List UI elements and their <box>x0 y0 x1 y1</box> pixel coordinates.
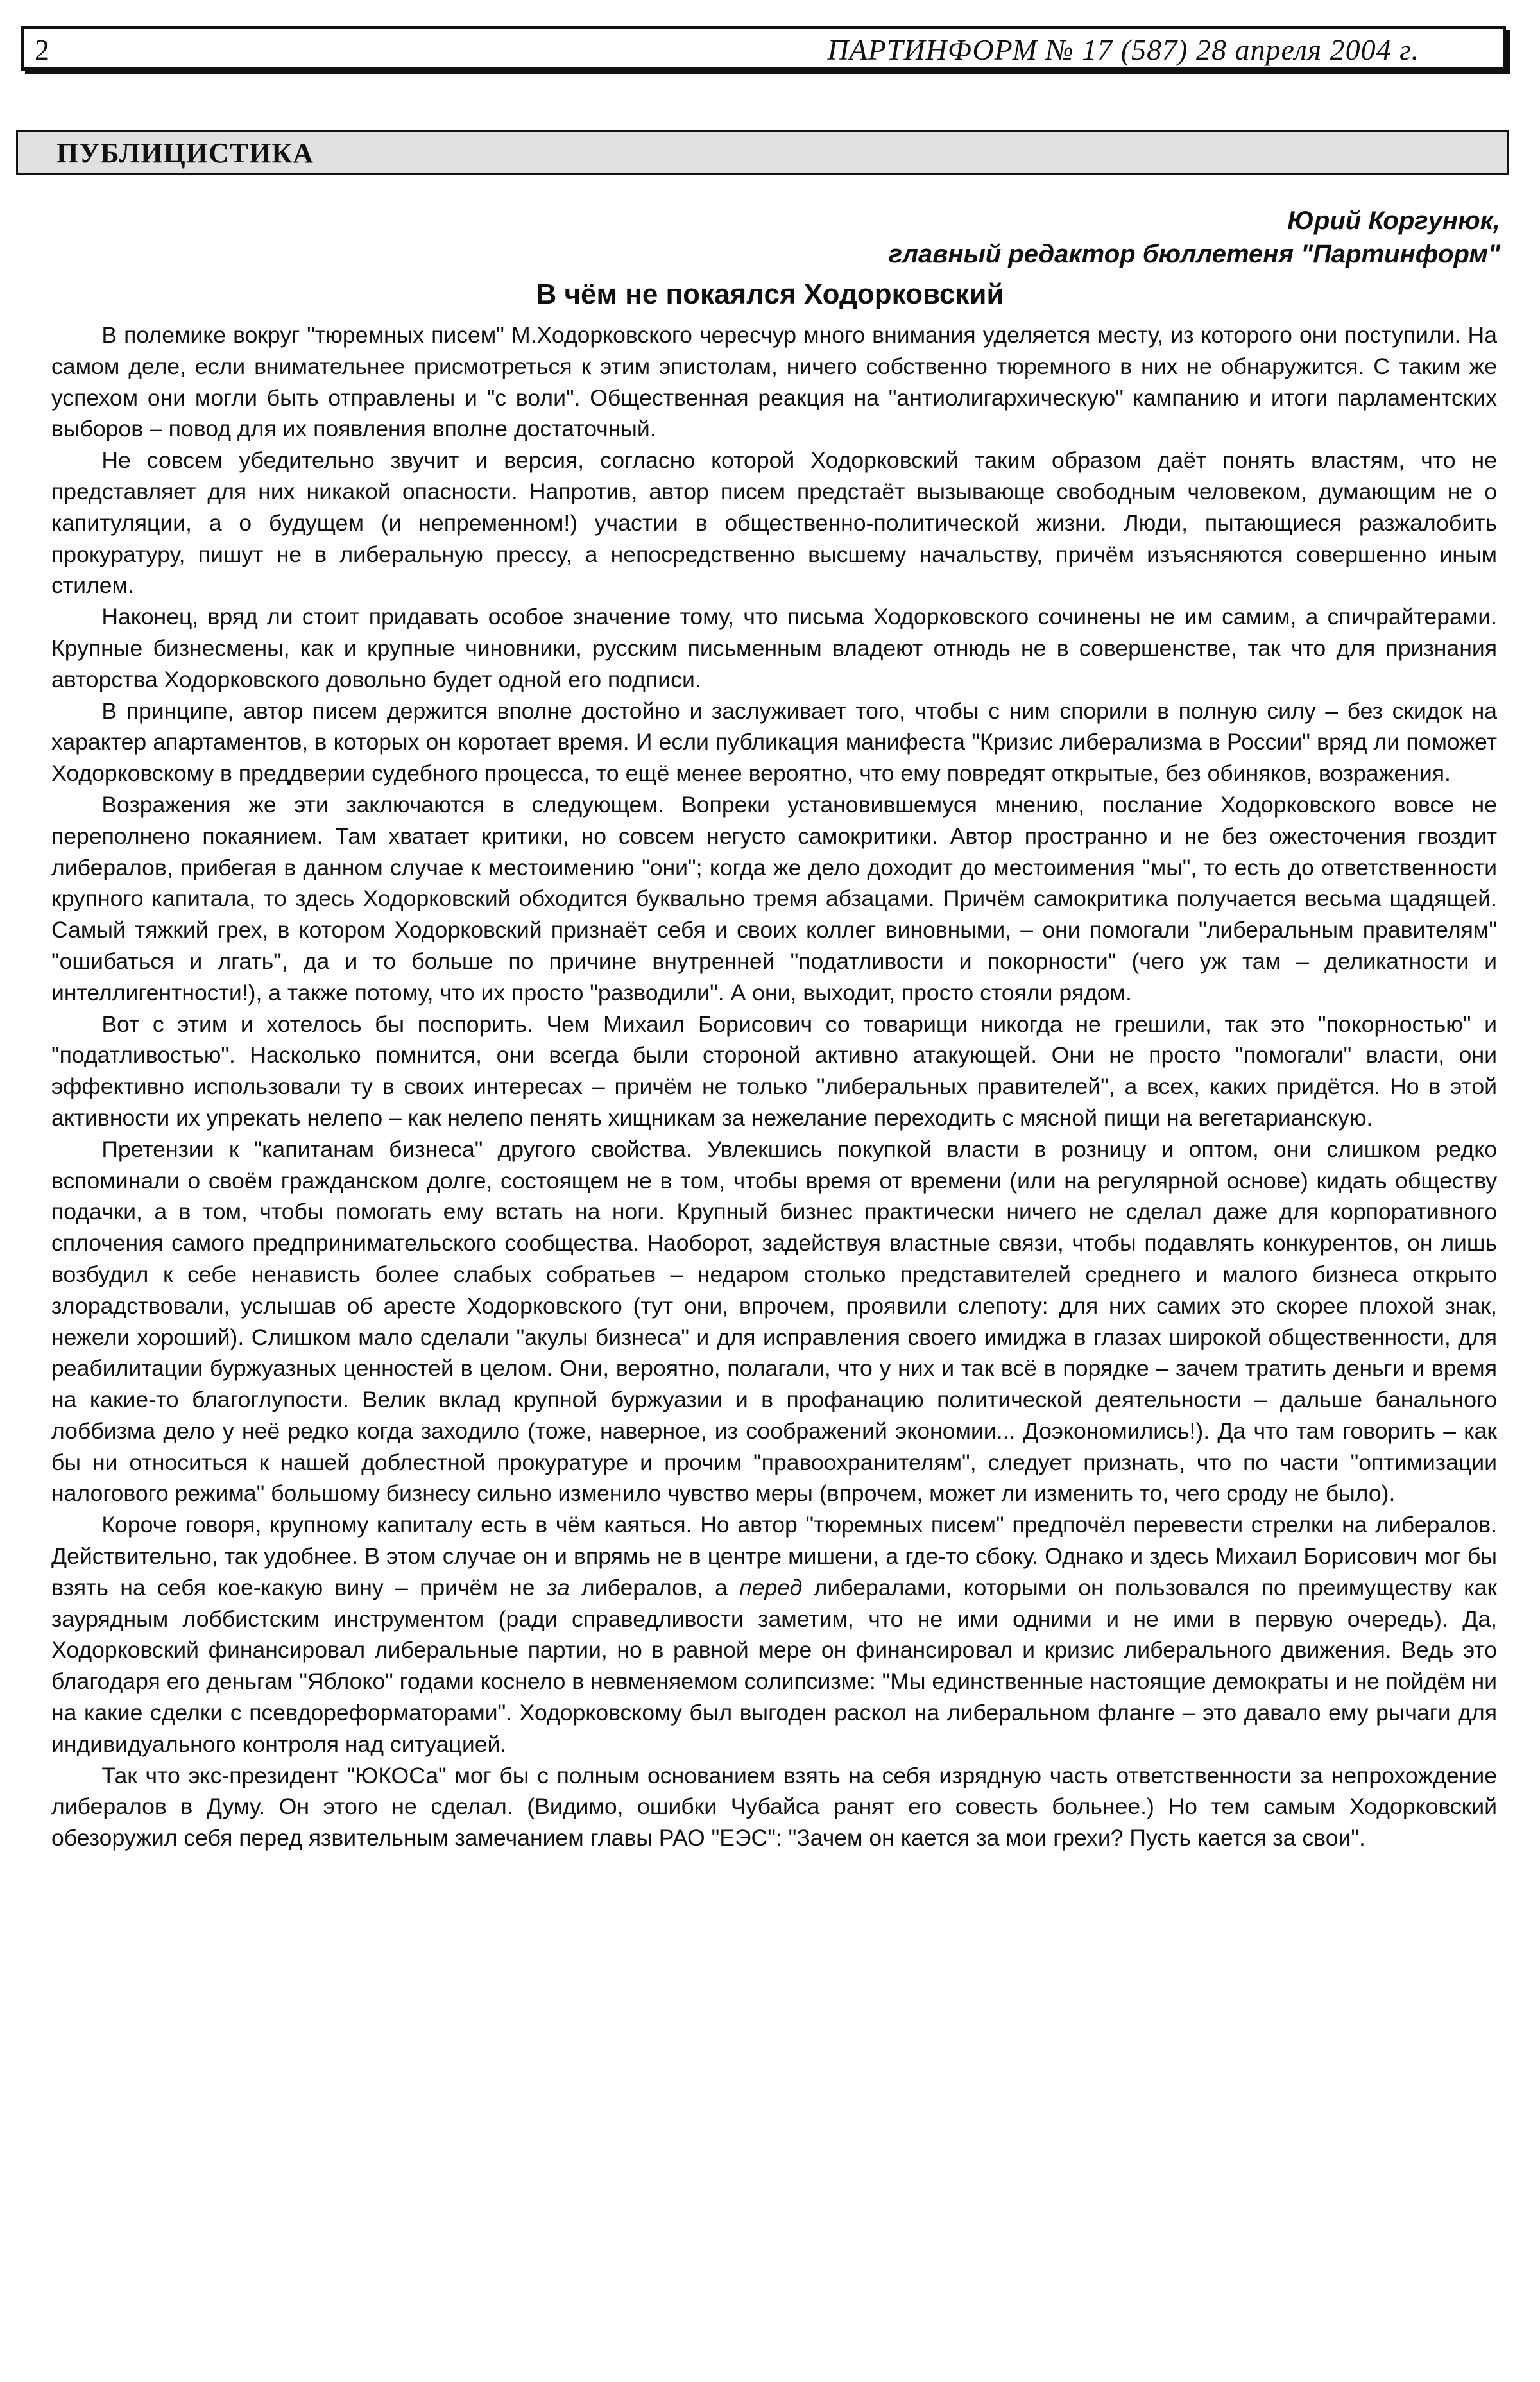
page-header <box>21 26 1506 71</box>
section-title: ПУБЛИЦИСТИКА <box>56 137 314 169</box>
paragraph: В принципе, автор писем держится вполне достойно и заслуживает того, чтобы с ним спорили в полную силу – без скидок на характер апартаментов, в которых он коротает время. И если публикация манифеста "Кризис либерализма в России" вряд ли поможет Ходорковскому в преддверии судебного процесса, то ещё менее вероятно, что ему повредят открытые, без обиняков, возражения. <box>51 698 1497 787</box>
paragraph: Возражения же эти заключаются в следующем. Вопреки установившемуся мнению, послание Ходорковского вовсе не переполнено покаянием. Там хватает критики, но совсем негусто самокритики. Автор пространно и не без ожесточения гвоздит либералов, прибегая в данном случае к местоимению "они"; когда же дело доходит до местоимения "мы", то есть до ответственности крупного капитала, то здесь Ходорковский обходится буквально тремя абзацами. Причём самокритика получается весьма щадящей. Самый тяжкий грех, в котором Ходорковский признаёт себя и своих коллег виновными, – они помогали "либеральным правителям" "ошибаться и лгать", да и то больше по причине внутренней "податливости и покорности" (чего уж там – деликатности и интеллигентности!), а также потому, что их просто "разводили". А они, выходит, просто стояли рядом. <box>51 791 1497 1006</box>
author-block <box>889 204 1500 271</box>
paragraph-text: либералов, а <box>569 1574 740 1600</box>
paragraph: Претензии к "капитанам бизнеса" другого свойства. Увлекшись покупкой власти в розницу и оптом, они слишком редко вспоминали о своём гражданском долге, состоящем не в том, чтобы время от времени (или на регулярной основе) кидать обществу подачки, а в том, чтобы помогать ему встать на ноги. Крупный бизнес практически ничего не сделал даже для корпоративного сплочения самого предпринимательского сообщества. Наоборот, задействуя властные связи, чтобы подавлять конкурентов, он лишь возбудил к себе ненависть более слабых собратьев – недаром столько представителей среднего и малого бизнеса открыто злорадствовали, услышав об аресте Ходорковского (тут они, впрочем, проявили слепоту: для них самих это скорее плохой знак, нежели хороший). Слишком мало сделали "акулы бизнеса" и для исправления своего имиджа в глазах широкой общественности, для реабилитации буржуазных ценностей в целом. Они, вероятно, полагали, что у них и так всё в порядке – зачем тратить деньги и время на какие-то благоглупости. Велик вклад крупной буржуазии и в профанацию политической деятельности – дальше банального лоббизма дело у неё редко когда заходило (тоже, наверное, из соображений экономии... Доэкономились!). Да что там говорить – как бы ни относиться к нашей доблестной прокуратуре и прочим "правоохранителям", следует признать, что по части "оптимизации налогового режима" большому бизнесу сильно изменило чувство меры (впрочем, может ли изменить то, чего сроду не было). <box>51 1136 1497 1507</box>
article-body <box>51 320 1497 1854</box>
paragraph: Так что экс-президент "ЮКОСа" мог бы с полным основанием взять на себя изрядную часть ответственности за непрохождение либералов в Думу. Он этого не сделал. (Видимо, ошибки Чубайса ранят его совесть больнее.) Но тем самым Ходорковский обезоружил себя перед язвительным замечанием главы РАО "ЕЭС": "Зачем он кается за мои грехи? Пусть кается за свои". <box>51 1762 1497 1851</box>
paragraph: Не совсем убедительно звучит и версия, согласно которой Ходорковский таким образом даёт понять властям, что не представляет для них никакой опасности. Напротив, автор писем предстаёт вызывающе свободным человеком, думающим не о капитуляции, а о будущем (и непременном!) участии в общественно-политической жизни. Люди, пытающиеся разжалобить прокуратуру, пишут не в либеральную прессу, а непосредственно высшему начальству, причём изъясняются совершенно иным стилем. <box>51 447 1497 599</box>
paragraph: Наконец, вряд ли стоит придавать особое значение тому, что письма Ходорковского сочинены не им самим, а спичрайтерами. Крупные бизнесмены, как и крупные чиновники, русским письменным владеют отнюдь не в совершенстве, так что для признания авторства Ходорковского довольно будет одной его подписи. <box>51 604 1497 692</box>
paragraph-text: Короче говоря, крупному капиталу есть в чём каяться. Но автор "тюремных писем" предпочёл перевести стрелки на либералов. Действительно, так удобнее. В этом случае он и впрямь не в центре мишени, а где-то сбоку. Однако и здесь Михаил Борисович мог бы взять на себя кое-какую вину – причём не <box>51 1512 1497 1600</box>
paragraph: В полемике вокруг "тюремных писем" М.Ходорковского чересчур много внимания уделяется месту, из которого они поступили. На самом деле, если внимательнее присмотреться к этим эпистолам, ничего собственно тюремного в них не обнаружится. С таким же успехом они могли быть отправлены и "с воли". Общественная реакция на "антиолигархическую" кампанию и итоги парламентских выборов – повод для их появления вполне достаточный. <box>51 322 1497 442</box>
section-bar <box>16 130 1509 175</box>
issue-info: ПАРТИНФОРМ № 17 (587) 28 апреля 2004 г. <box>827 33 1419 66</box>
emphasis: за <box>546 1574 570 1600</box>
emphasis: перед <box>739 1574 803 1600</box>
page-number: 2 <box>35 33 49 66</box>
paragraph: Вот с этим и хотелось бы поспорить. Чем Михаил Борисович со товарищи никогда не грешили, так это "покорностью" и "податливостью". Насколько помнится, они всегда были стороной активно атакующей. Они не просто "помогали" власти, они эффективно использовали ту в своих интересах – причём не только "либеральных правителей", а всех, каких придётся. Но в этой активности их упрекать нелепо – как нелепо пенять хищникам за нежелание переходить с мясной пищи на вегетарианскую. <box>51 1011 1497 1131</box>
paragraph-text: либералами, которыми он пользовался по преимуществу как заурядным лоббистским инструментом (ради справедливости заметим, что не ими одними и не ими в первую очередь). Да, Ходорковский финансировал либеральные партии, но в равной мере он финансировал и кризис либерального движения. Ведь это благодаря его деньгам "Яблоко" годами коснело в невменяемом солипсизме: "Мы единственные настоящие демократы и не пойдём ни на какие сделки с псевдореформаторами". Ходорковскому был выгоден раскол на либеральном фланге – это давало ему рычаги для индивидуального контроля над ситуацией. <box>51 1574 1498 1757</box>
paragraph <box>51 1509 1497 1760</box>
author-name: Юрий Коргунюк, <box>1287 207 1500 235</box>
article-title: В чём не покаялся Ходорковский <box>536 278 1004 310</box>
author-position: главный редактор бюллетеня "Партинформ" <box>888 240 1500 268</box>
